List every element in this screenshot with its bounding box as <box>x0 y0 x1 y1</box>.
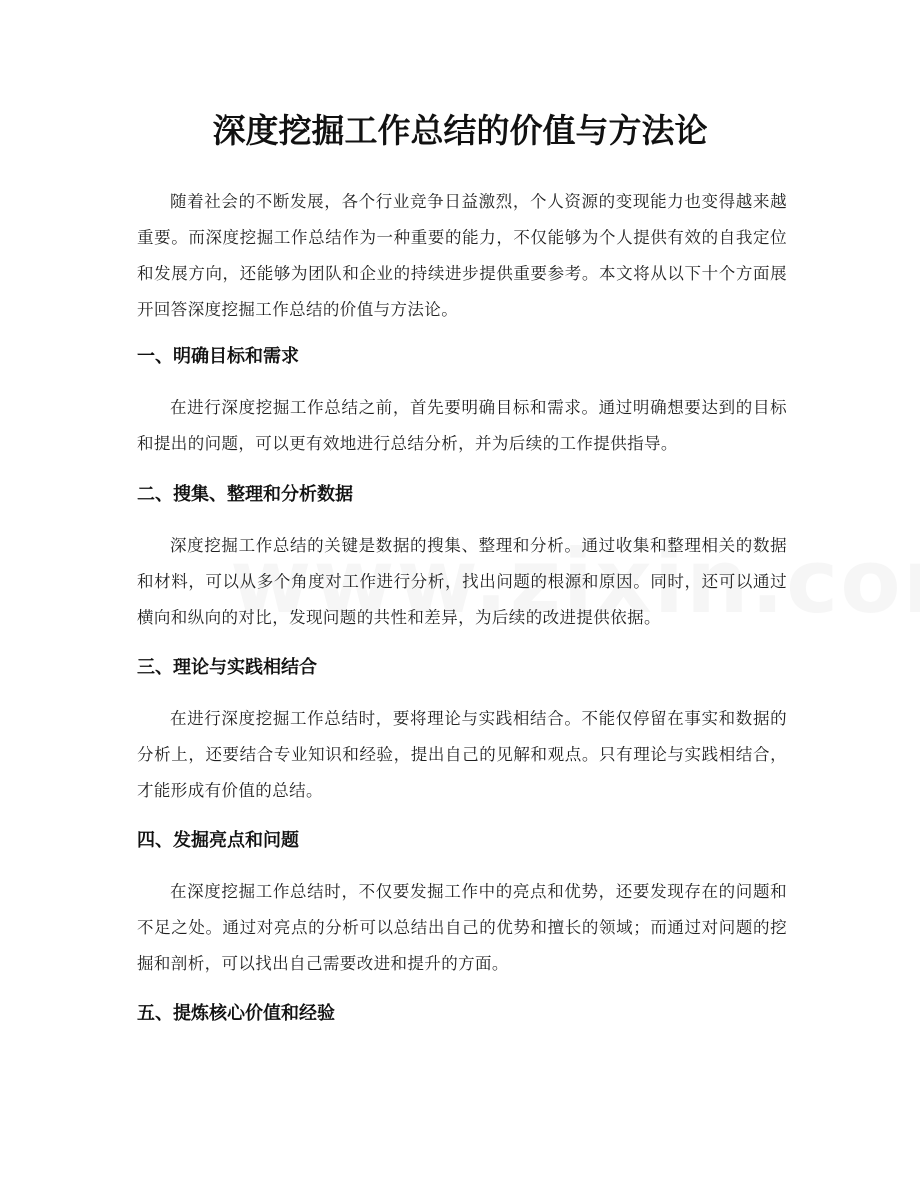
section-heading-5: 五、提炼核心价值和经验 <box>137 1003 335 1024</box>
section-heading-4: 四、发掘亮点和问题 <box>137 830 299 851</box>
section-heading-1: 一、明确目标和需求 <box>137 346 299 367</box>
section-heading-2: 二、搜集、整理和分析数据 <box>137 484 353 505</box>
section-heading-3: 三、理论与实践相结合 <box>137 657 317 678</box>
document-title: 深度挖掘工作总结的价值与方法论 <box>212 111 708 150</box>
section-body-4: 在深度挖掘工作总结时，不仅要发掘工作中的亮点和优势，还要发现存在的问题和不足之处。通过对亮点的分析可以总结出自己的优势和擅长的领域；而通过对问题的挖掘和剖析，可以找出自己需要改进和提升的方面。 <box>137 882 787 973</box>
section-body-2: 深度挖掘工作总结的关键是数据的搜集、整理和分析。通过收集和整理相关的数据和材料，可以从多个角度对工作进行分析，找出问题的根源和原因。同时，还可以通过横向和纵向的对比，发现问题的共性和差异，为后续的改进提供依据。 <box>137 536 787 627</box>
section-body-3: 在进行深度挖掘工作总结时，要将理论与实践相结合。不能仅停留在事实和数据的分析上，还要结合专业知识和经验，提出自己的见解和观点。只有理论与实践相结合，才能形成有价值的总结。 <box>137 709 787 800</box>
section-body-1: 在进行深度挖掘工作总结之前，首先要明确目标和需求。通过明确想要达到的目标和提出的问题，可以更有效地进行总结分析，并为后续的工作提供指导。 <box>137 398 787 453</box>
intro-paragraph: 随着社会的不断发展，各个行业竞争日益激烈，个人资源的变现能力也变得越来越重要。而深度挖掘工作总结作为一种重要的能力，不仅能够为个人提供有效的自我定位和发展方向，还能够为团队和企业的持续进步提供重要参考。本文将从以下十个方面展开回答深度挖掘工作总结的价值与方法论。 <box>137 192 787 319</box>
